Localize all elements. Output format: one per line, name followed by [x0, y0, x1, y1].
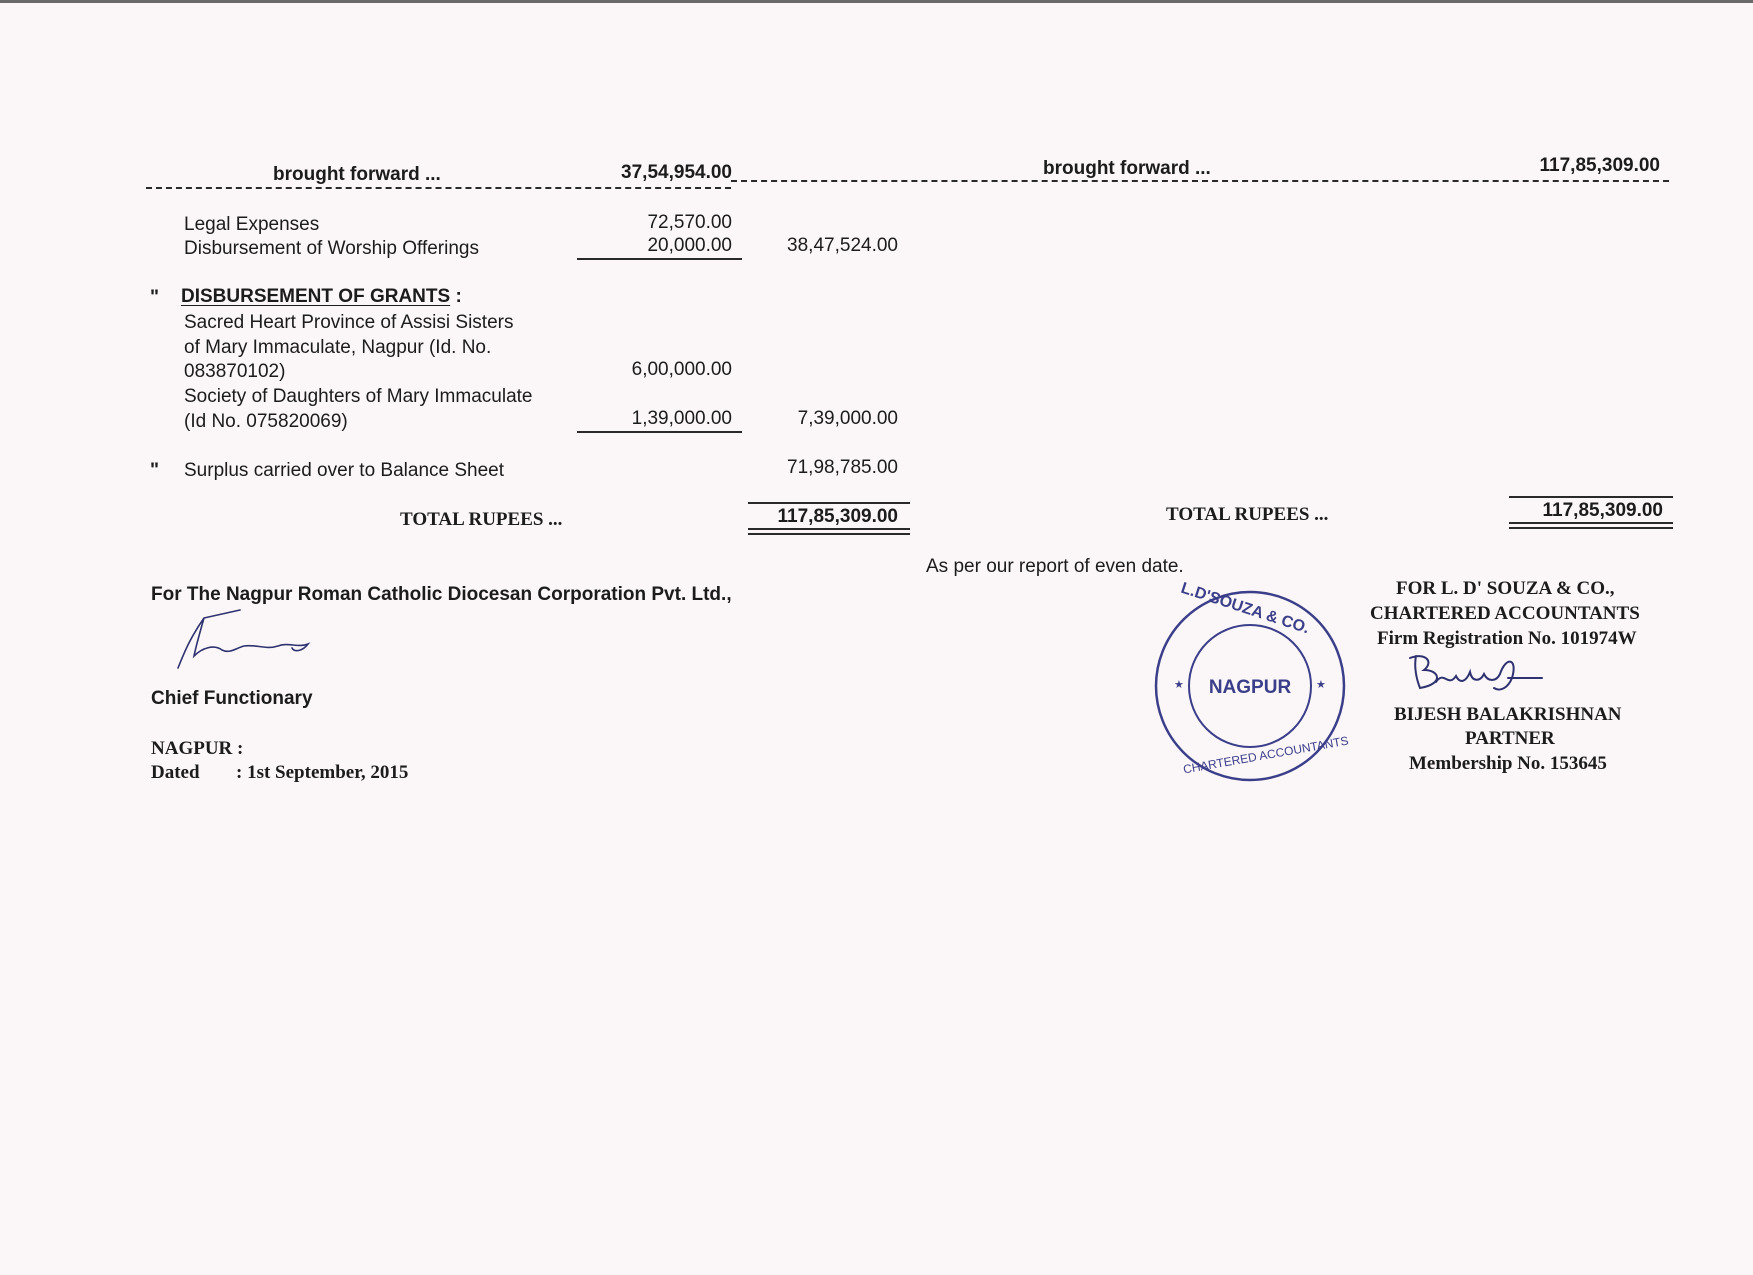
grants-heading-colon: : — [455, 286, 462, 307]
svg-text:★: ★ — [1174, 679, 1184, 691]
legal-expenses-amount: 72,570.00 — [647, 212, 732, 233]
right-total-label: TOTAL RUPEES ... — [1166, 504, 1329, 525]
grants-subtotal-amount: 7,39,000.00 — [797, 408, 898, 429]
auditor-type: CHARTERED ACCOUNTANTS — [1370, 603, 1640, 624]
left-brought-forward-label: brought forward ... — [273, 164, 441, 185]
surplus-amount: 71,98,785.00 — [787, 457, 898, 478]
right-total-double-rule — [1509, 522, 1673, 529]
stamp-center-text: NAGPUR — [1208, 677, 1292, 698]
left-total-label: TOTAL RUPEES ... — [400, 509, 563, 530]
right-brought-forward-amount: 117,85,309.00 — [1539, 155, 1660, 176]
partner-title: PARTNER — [1465, 728, 1555, 749]
partner-signature — [1400, 648, 1550, 704]
surplus-ditto-mark: " — [150, 460, 160, 481]
place-label: NAGPUR : — [151, 738, 244, 759]
svg-text:★: ★ — [1316, 679, 1326, 691]
grants-heading-row — [181, 286, 462, 308]
left-dashed-rule — [146, 187, 731, 189]
grants-subtotal-rule — [577, 431, 742, 433]
partner-name: BIJESH BALAKRISHNAN — [1394, 704, 1622, 725]
legal-expenses-label: Legal Expenses — [184, 214, 320, 235]
grant-2-line-1: Society of Daughters of Mary Immaculate — [184, 386, 533, 407]
scan-top-edge — [0, 0, 1753, 3]
grant-2-line-2: (Id No. 075820069) — [184, 411, 348, 432]
auditor-firm: FOR L. D' SOUZA & CO., — [1396, 578, 1615, 599]
right-dashed-rule — [731, 180, 1669, 182]
grant-1-line-3: 083870102) — [184, 361, 286, 382]
grants-heading: DISBURSEMENT OF GRANTS — [181, 286, 451, 307]
left-total-double-rule — [748, 528, 910, 535]
worship-offerings-amount: 20,000.00 — [647, 235, 732, 256]
grant-1-line-1: Sacred Heart Province of Assisi Sisters — [184, 312, 514, 333]
corporation-name: For The Nagpur Roman Catholic Diocesan Corporation Pvt. Ltd., — [151, 584, 732, 605]
worship-offerings-label: Disbursement of Worship Offerings — [184, 238, 479, 259]
right-total-amount: 117,85,309.00 — [1542, 500, 1663, 521]
right-total-top-rule — [1509, 496, 1673, 498]
report-note: As per our report of even date. — [926, 556, 1184, 577]
grants-ditto-mark: " — [150, 287, 160, 308]
chief-functionary-signature — [170, 608, 340, 672]
date-label: Dated — [151, 762, 200, 783]
left-brought-forward-amount: 37,54,954.00 — [621, 162, 732, 183]
items-subtotal-amount: 38,47,524.00 — [787, 235, 898, 256]
surplus-label: Surplus carried over to Balance Sheet — [184, 460, 505, 481]
stamp-bottom-text: CHARTERED ACCOUNTANTS — [1182, 733, 1350, 777]
grant-2-amount: 1,39,000.00 — [631, 408, 732, 429]
items-subtotal-rule — [577, 258, 742, 260]
left-total-amount: 117,85,309.00 — [777, 506, 898, 527]
stamp-top-text: L.D'SOUZA & CO. — [1178, 579, 1312, 638]
left-total-top-rule — [748, 502, 910, 504]
partner-membership: Membership No. 153645 — [1409, 753, 1607, 774]
chief-functionary-title: Chief Functionary — [151, 688, 313, 709]
grant-1-amount: 6,00,000.00 — [631, 359, 732, 380]
right-brought-forward-label: brought forward ... — [1043, 158, 1211, 179]
auditor-registration: Firm Registration No. 101974W — [1377, 628, 1637, 649]
date-value: : 1st September, 2015 — [236, 762, 409, 783]
grant-1-line-2: of Mary Immaculate, Nagpur (Id. No. — [184, 337, 492, 358]
